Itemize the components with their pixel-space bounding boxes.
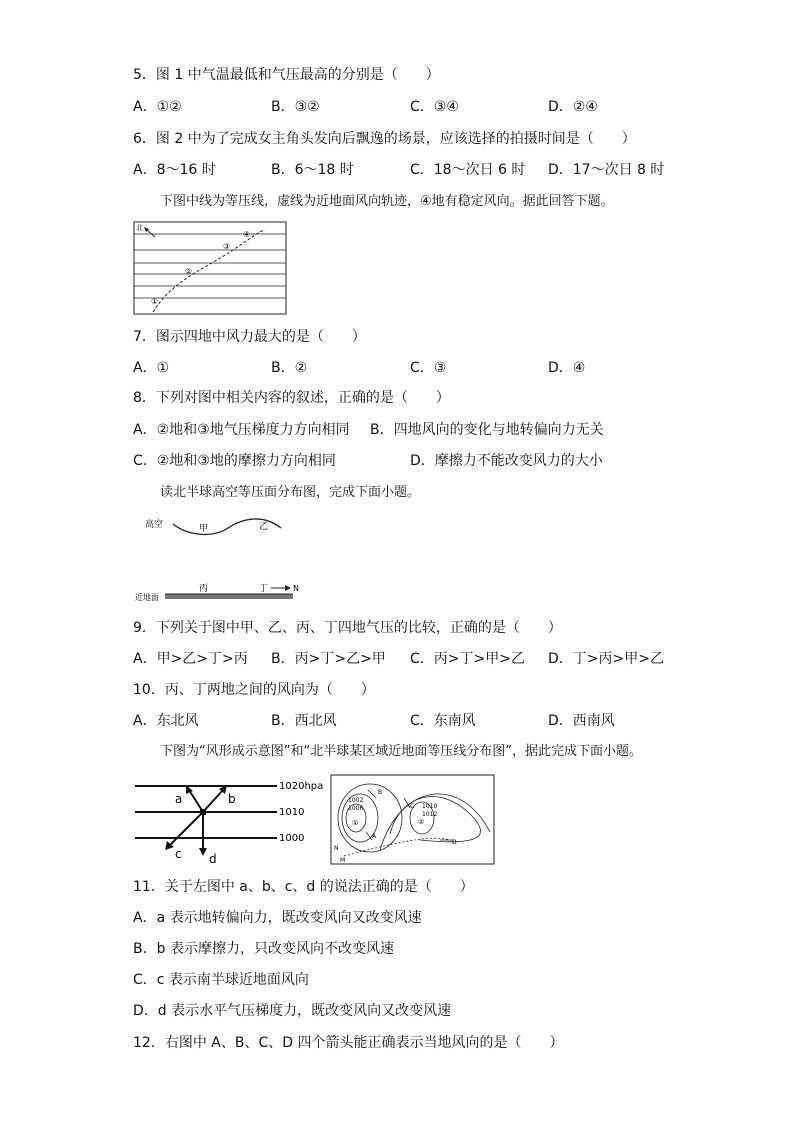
q5-option-b: B．③② [271,99,320,115]
isobar-1010-label: 1010 [279,807,305,818]
q8-option-a: A．②地和③地气压梯度力方向相同 [133,422,350,438]
ding-label: 丁 [259,584,269,594]
q11-option-a: A．a 表示地转偏向力，既改变风向又改变风速 [133,910,422,926]
vector-c-label: c [175,847,182,861]
q7-option-b: B．② [271,360,308,376]
point-2-label: ② [185,267,193,276]
q6-option-d: D．17～次日 8 时 [548,162,665,178]
q10-option-c: C．东南风 [410,713,476,729]
intro-figure-2: 读北半球高空等压面分布图，完成下面小题。 [160,485,421,500]
q5-option-a: A．①② [133,99,182,115]
q10-option-a: A．东北风 [133,713,199,729]
q8-option-d: D．摩擦力不能改变风力的大小 [410,453,603,469]
q11-option-d: D．d 表示水平气压梯度力，既改变风向又改变风速 [133,1003,452,1019]
q5-stem: 5．图 1 中气温最低和气压最高的分别是（ ） [133,67,440,83]
surface-label: 近地面 [135,593,159,602]
isobar-1020-label: 1020hpa [279,781,324,792]
isobar-1006-label: 1006 [348,805,364,812]
center-2-label: ② [418,818,425,826]
point-n-label: N [334,845,339,852]
isobar-1000-label: 1000 [279,833,305,844]
arrow-b-label: B [378,789,383,796]
isobar-1010-right-label: 1010 [422,803,438,810]
q6-option-c: C．18～次日 6 时 [410,162,526,178]
point-m-label: M [340,857,346,864]
figure-wind-formation [135,772,324,868]
q12-stem: 12．右图中 A、B、C、D 四个箭头能正确表示当地风向的是（ ） [133,1035,564,1051]
q10-stem: 10．丙、丁两地之间的风向为（ ） [133,682,375,698]
q9-option-d: D．丁>丙>甲>乙 [548,651,664,667]
figure-surface-isobar-map [330,774,496,866]
point-3-label: ③ [223,242,231,251]
q8-option-c: C．②地和③地的摩擦力方向相同 [133,453,336,469]
isobar-1012-right-label: 1012 [422,811,438,818]
upper-air-label: 高空 [145,520,164,530]
q11-stem: 11．关于左图中 a、b、c、d 的说法正确的是（ ） [133,879,474,895]
q7-option-a: A．① [133,360,170,376]
yi-label: 乙 [259,522,269,532]
bing-label: 丙 [199,584,209,594]
intro-figure-3: 下图为“风形成示意图”和“北半球某区域近地面等压线分布图”，据此完成下面小题。 [160,744,642,759]
q5-option-d: D．②④ [548,99,598,115]
vector-d-label: d [209,852,217,866]
jia-label: 甲 [199,524,209,534]
q9-option-a: A．甲>乙>丁>丙 [133,651,248,667]
q8-option-b: B．四地风向的变化与地转偏向力无关 [370,422,604,438]
q5-option-c: C．③④ [410,99,459,115]
q9-option-c: C．丙>丁>甲>乙 [410,651,525,667]
q7-option-d: D．④ [548,360,586,376]
q7-option-c: C．③ [410,360,447,376]
q10-option-d: D．西南风 [548,713,615,729]
q6-stem: 6．图 2 中为了完成女主角头发向后飘逸的场景，应该选择的拍摄时间是（ ） [133,131,636,147]
q9-stem: 9．下列关于图中甲、乙、丙、丁四地气压的比较，正确的是（ ） [133,620,562,636]
intro-figure-1: 下图中线为等压线，虚线为近地面风向轨迹，④地有稳定风向。据此回答下题。 [160,194,614,209]
isobar-1002-label: 1002 [348,797,364,804]
point-1-label: ① [151,297,159,306]
q8-stem: 8．下列对图中相关内容的叙述，正确的是（ ） [133,390,450,406]
figure-isobar-wind-track [133,220,293,316]
center-1-label: ① [352,819,359,827]
q10-option-b: B．西北风 [271,713,337,729]
arrow-d-label: D [452,839,457,846]
point-4-label: ④ [243,230,251,239]
q6-option-a: A．8～16 时 [133,162,216,178]
q6-option-b: B．6～18 时 [271,162,354,178]
figure-upper-air-isobaric-surface [133,512,313,604]
q7-stem: 7．图示四地中风力最大的是（ ） [133,329,366,345]
q9-option-b: B．丙>丁>乙>甲 [271,651,386,667]
arrow-a-label: A [372,833,377,840]
north-arrow-label: N [293,584,299,593]
arrow-c-label: C [410,803,415,810]
q11-option-c: C．c 表示南半球近地面风向 [133,972,309,988]
vector-a-label: a [175,792,183,806]
q11-option-b: B．b 表示摩擦力，只改变风向不改变风速 [133,941,394,957]
north-label: 北 [136,224,143,232]
vector-b-label: b [228,792,236,806]
